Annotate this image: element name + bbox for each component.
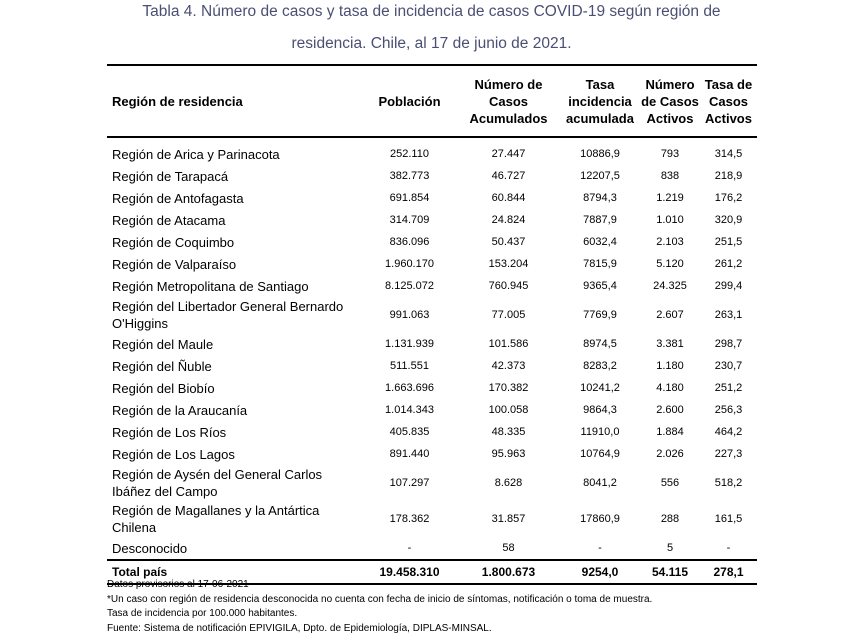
cell-activos: 1.180 — [640, 355, 700, 377]
cell-poblacion: 691.854 — [362, 187, 457, 209]
cell-region: Región de la Araucanía — [107, 399, 362, 421]
cell-casos: 24.824 — [457, 209, 560, 231]
cell-poblacion: 107.297 — [362, 465, 457, 501]
cell-activos: 1.219 — [640, 187, 700, 209]
cell-casos: 58 — [457, 537, 560, 560]
table-row — [107, 421, 757, 443]
cell-tasa: 12207,5 — [560, 165, 640, 187]
cell-casos: 153.204 — [457, 253, 560, 275]
cell-poblacion: 178.362 — [362, 501, 457, 537]
cell-casos: 77.005 — [457, 297, 560, 333]
cell-tasa-activos: 464,2 — [700, 421, 757, 443]
table-row — [107, 253, 757, 275]
header-casos-acumulados: Número de Casos Acumulados — [457, 65, 560, 137]
cell-tasa: 9365,4 — [560, 275, 640, 297]
cell-region: Región de Los Ríos — [107, 421, 362, 443]
table-row — [107, 501, 757, 537]
cell-tasa: 7769,9 — [560, 297, 640, 333]
header-tasa-activos: Tasa de Casos Activos — [700, 65, 757, 137]
table-row — [107, 443, 757, 465]
cell-activos: 2.103 — [640, 231, 700, 253]
cell-tasa-activos: 251,2 — [700, 377, 757, 399]
table-body — [107, 137, 757, 584]
header-region: Región de residencia — [107, 65, 362, 137]
cell-region: Región del Biobío — [107, 377, 362, 399]
cell-casos: 50.437 — [457, 231, 560, 253]
cell-casos: 95.963 — [457, 443, 560, 465]
table-header-row — [107, 65, 757, 137]
table-row — [107, 231, 757, 253]
cell-poblacion: 891.440 — [362, 443, 457, 465]
cell-region: Región de Magallanes y la Antártica Chilena — [107, 501, 362, 537]
cell-activos: 5.120 — [640, 253, 700, 275]
cell-tasa: 8041,2 — [560, 465, 640, 501]
total-tasa: 9254,0 — [560, 560, 640, 584]
cell-region: Región de Valparaíso — [107, 253, 362, 275]
table-row — [107, 165, 757, 187]
cell-poblacion: 1.014.343 — [362, 399, 457, 421]
cell-activos: 1.884 — [640, 421, 700, 443]
cell-casos: 42.373 — [457, 355, 560, 377]
cell-activos: 2.600 — [640, 399, 700, 421]
table-row — [107, 275, 757, 297]
cell-tasa-activos: 227,3 — [700, 443, 757, 465]
cell-poblacion: 314.709 — [362, 209, 457, 231]
cell-tasa: 10886,9 — [560, 137, 640, 165]
cell-activos: 1.010 — [640, 209, 700, 231]
cell-casos: 170.382 — [457, 377, 560, 399]
cell-tasa-activos: 298,7 — [700, 333, 757, 355]
cell-activos: 793 — [640, 137, 700, 165]
table-caption-line-2: residencia. Chile, al 17 de junio de 2021. — [0, 35, 863, 53]
cell-poblacion: 511.551 — [362, 355, 457, 377]
cell-activos: 5 — [640, 537, 700, 560]
cell-poblacion: 836.096 — [362, 231, 457, 253]
cell-tasa-activos: 230,7 — [700, 355, 757, 377]
cell-tasa-activos: 161,5 — [700, 501, 757, 537]
cell-tasa-activos: 320,9 — [700, 209, 757, 231]
cell-tasa-activos: - — [700, 537, 757, 560]
table-row — [107, 137, 757, 165]
cell-activos: 3.381 — [640, 333, 700, 355]
cell-tasa-activos: 263,1 — [700, 297, 757, 333]
note-rate: Tasa de incidencia por 100.000 habitantes. — [107, 607, 652, 622]
table-caption-line-1: Tabla 4. Número de casos y tasa de incidencia de casos COVID-19 según región de — [0, 3, 863, 21]
cell-tasa: 7815,9 — [560, 253, 640, 275]
cell-tasa-activos: 518,2 — [700, 465, 757, 501]
table-row — [107, 355, 757, 377]
cell-poblacion: 252.110 — [362, 137, 457, 165]
cell-region: Región del Ñuble — [107, 355, 362, 377]
cell-poblacion: - — [362, 537, 457, 560]
cell-activos: 4.180 — [640, 377, 700, 399]
cell-activos: 556 — [640, 465, 700, 501]
cell-casos: 101.586 — [457, 333, 560, 355]
cell-activos: 288 — [640, 501, 700, 537]
cell-poblacion: 991.063 — [362, 297, 457, 333]
cell-tasa-activos: 299,4 — [700, 275, 757, 297]
total-casos: 1.800.673 — [457, 560, 560, 584]
total-tasa-activos: 278,1 — [700, 560, 757, 584]
cell-tasa: 11910,0 — [560, 421, 640, 443]
cell-tasa: 6032,4 — [560, 231, 640, 253]
cell-tasa: 10764,9 — [560, 443, 640, 465]
cell-casos: 100.058 — [457, 399, 560, 421]
header-casos-activos: Número de Casos Activos — [640, 65, 700, 137]
cell-poblacion: 8.125.072 — [362, 275, 457, 297]
cell-tasa-activos: 261,2 — [700, 253, 757, 275]
cell-region: Región de Coquimbo — [107, 231, 362, 253]
table-row — [107, 333, 757, 355]
cell-region: Región de Antofagasta — [107, 187, 362, 209]
cell-region: Región de Tarapacá — [107, 165, 362, 187]
cell-region: Región de Arica y Parinacota — [107, 137, 362, 165]
note-unknown-region: *Un caso con región de residencia desconocida no cuenta con fecha de inicio de síntomas, notificación o toma de muestra. — [107, 593, 652, 608]
table-row — [107, 537, 757, 560]
cell-tasa: 10241,2 — [560, 377, 640, 399]
cell-activos: 2.607 — [640, 297, 700, 333]
cell-casos: 48.335 — [457, 421, 560, 443]
cell-casos: 31.857 — [457, 501, 560, 537]
note-provisional: Datos provisorios al 17-06-2021 — [107, 578, 652, 593]
cell-casos: 760.945 — [457, 275, 560, 297]
cell-casos: 8.628 — [457, 465, 560, 501]
cell-tasa: 9864,3 — [560, 399, 640, 421]
total-region: Total país — [107, 560, 362, 584]
cell-region: Región de Aysén del General Carlos Ibáñez del Campo — [107, 465, 362, 501]
table-row — [107, 209, 757, 231]
header-tasa-incidencia: Tasa incidencia acumulada — [560, 65, 640, 137]
cell-region: Región de Atacama — [107, 209, 362, 231]
cell-tasa-activos: 314,5 — [700, 137, 757, 165]
cell-region: Desconocido — [107, 537, 362, 560]
header-poblacion: Población — [362, 65, 457, 137]
cell-region: Región Metropolitana de Santiago — [107, 275, 362, 297]
table-notes — [107, 578, 652, 636]
cell-tasa-activos: 256,3 — [700, 399, 757, 421]
cell-region: Región de Los Lagos — [107, 443, 362, 465]
cell-activos: 838 — [640, 165, 700, 187]
total-poblacion: 19.458.310 — [362, 560, 457, 584]
cell-tasa: 8794,3 — [560, 187, 640, 209]
total-activos: 54.115 — [640, 560, 700, 584]
cell-tasa-activos: 218,9 — [700, 165, 757, 187]
table-row — [107, 377, 757, 399]
cell-tasa-activos: 176,2 — [700, 187, 757, 209]
cell-tasa-activos: 251,5 — [700, 231, 757, 253]
covid-cases-table — [107, 64, 757, 585]
note-source: Fuente: Sistema de notificación EPIVIGILA, Dpto. de Epidemiología, DIPLAS-MINSAL. — [107, 622, 652, 636]
table-row — [107, 187, 757, 209]
cell-tasa: - — [560, 537, 640, 560]
cell-poblacion: 1.131.939 — [362, 333, 457, 355]
cell-casos: 60.844 — [457, 187, 560, 209]
cell-tasa: 17860,9 — [560, 501, 640, 537]
table-row — [107, 399, 757, 421]
cell-region: Región del Libertador General Bernardo O'Higgins — [107, 297, 362, 333]
cell-activos: 2.026 — [640, 443, 700, 465]
cell-poblacion: 382.773 — [362, 165, 457, 187]
cell-tasa: 8283,2 — [560, 355, 640, 377]
cell-region: Región del Maule — [107, 333, 362, 355]
table-row — [107, 465, 757, 501]
cell-activos: 24.325 — [640, 275, 700, 297]
cell-poblacion: 1.960.170 — [362, 253, 457, 275]
cell-casos: 27.447 — [457, 137, 560, 165]
cell-casos: 46.727 — [457, 165, 560, 187]
cell-tasa: 8974,5 — [560, 333, 640, 355]
cell-poblacion: 1.663.696 — [362, 377, 457, 399]
table-row — [107, 297, 757, 333]
cell-tasa: 7887,9 — [560, 209, 640, 231]
cell-poblacion: 405.835 — [362, 421, 457, 443]
